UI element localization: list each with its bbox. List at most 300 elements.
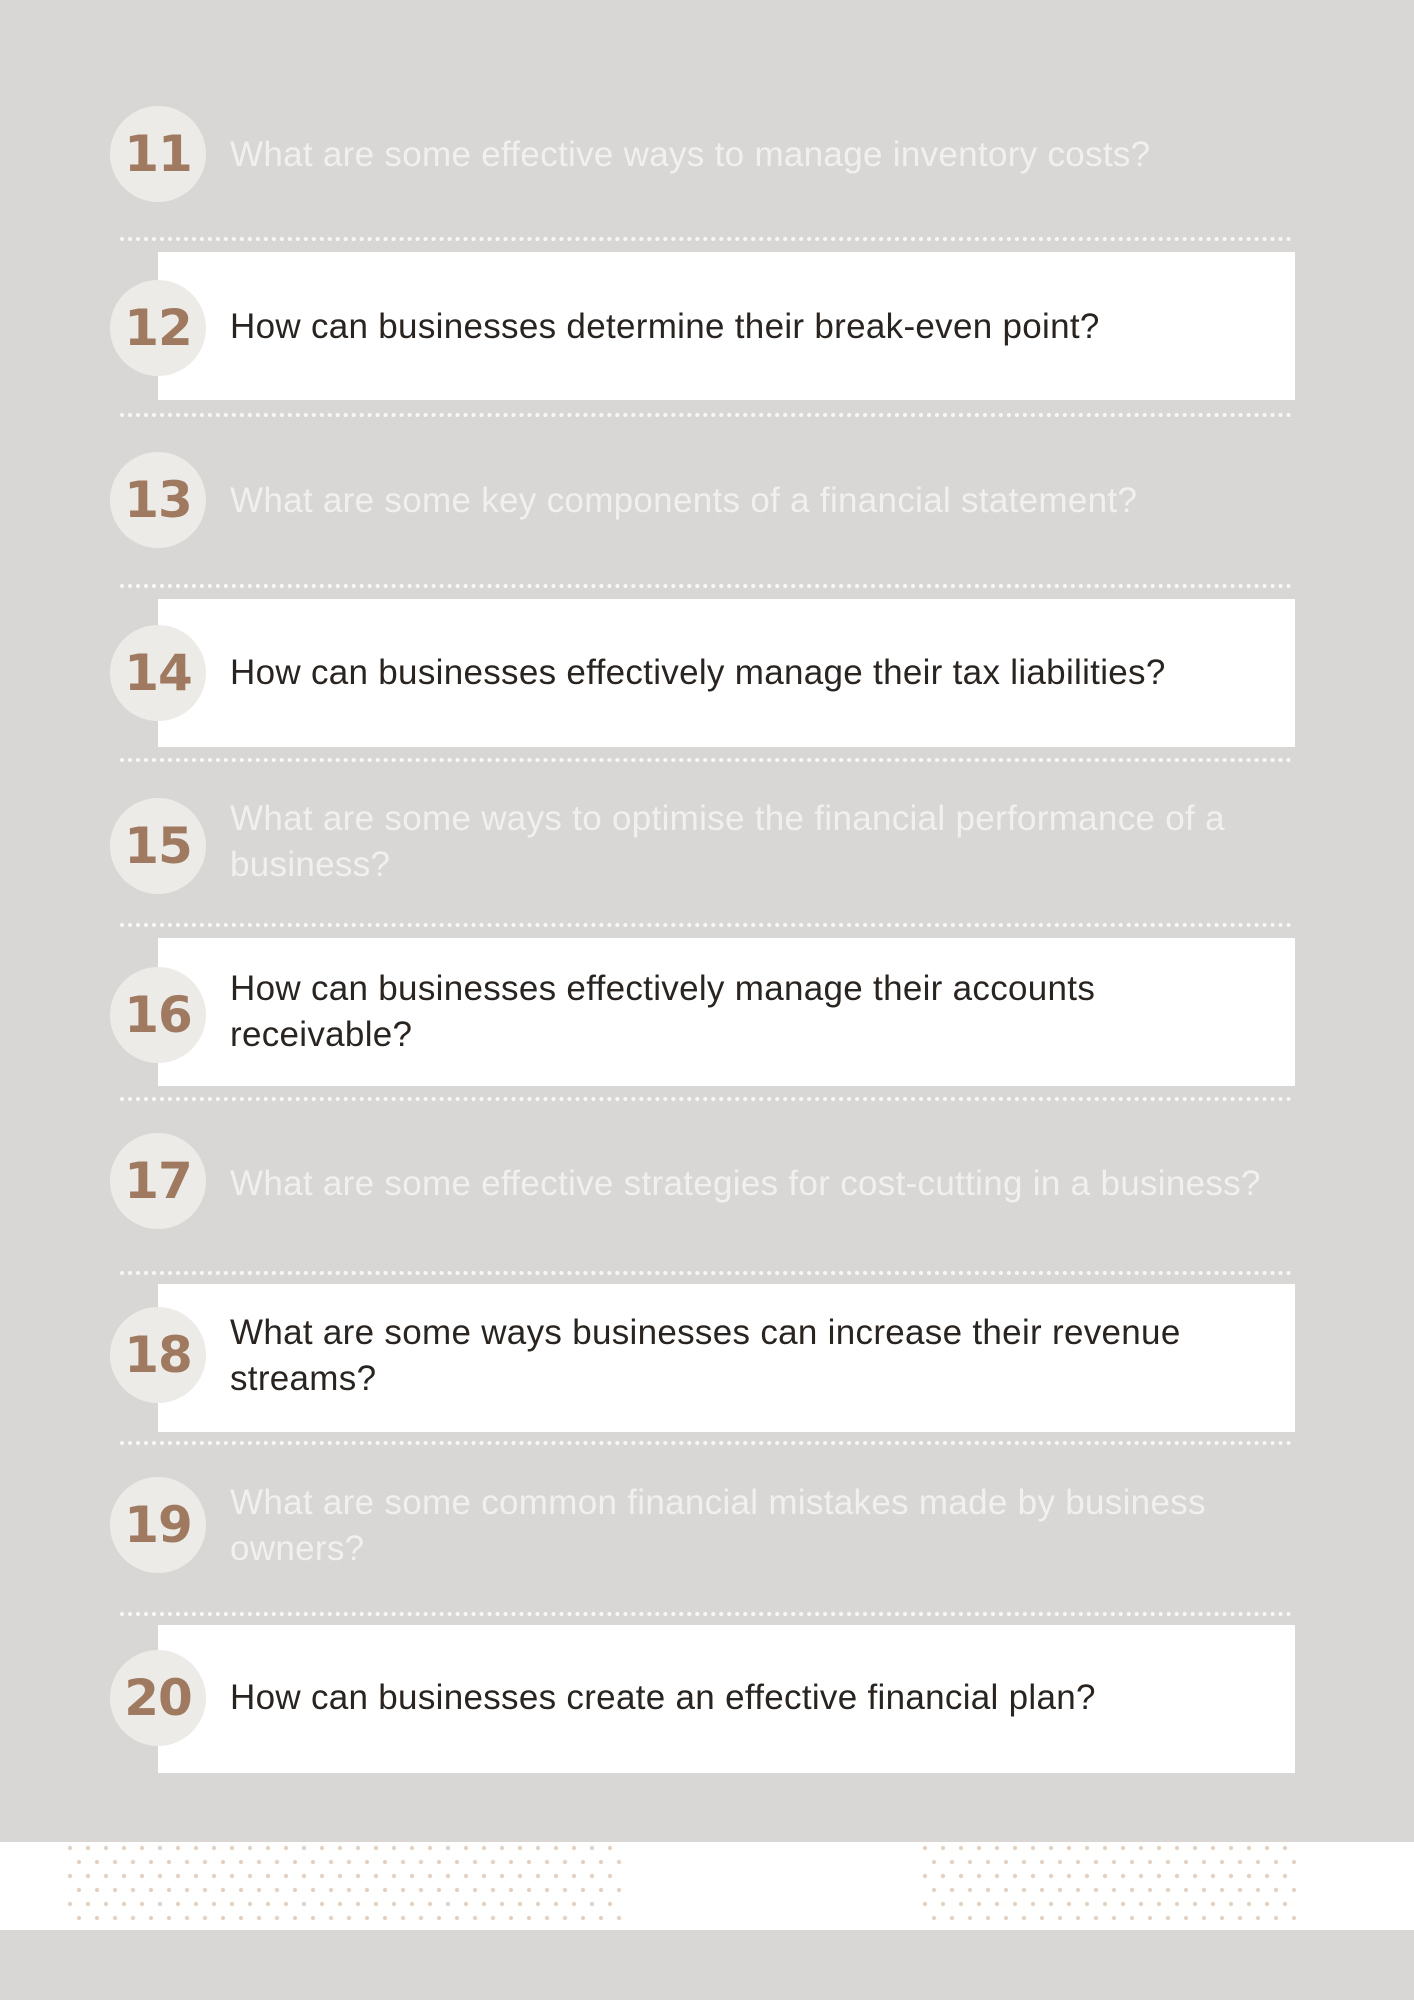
decorative-dot: [1130, 1888, 1134, 1892]
decorative-dot: [419, 1860, 423, 1864]
decorative-dot: [455, 1916, 459, 1920]
decorative-dot: [1049, 1902, 1053, 1906]
decorative-dot: [77, 1916, 81, 1920]
decorative-dot: [563, 1888, 567, 1892]
decorative-dot: [932, 1916, 936, 1920]
decorative-dot: [1175, 1874, 1179, 1878]
decorative-dot: [401, 1860, 405, 1864]
decorative-dot: [131, 1888, 135, 1892]
decorative-dot: [1076, 1916, 1080, 1920]
decorative-dot: [383, 1860, 387, 1864]
decorative-dot: [1229, 1846, 1233, 1850]
decorative-dot: [941, 1846, 945, 1850]
question-text: How can businesses effectively manage their accounts receivable?: [230, 969, 1096, 1054]
decorative-dot: [572, 1902, 576, 1906]
decorative-dot: [464, 1846, 468, 1850]
decorative-dot: [104, 1902, 108, 1906]
decorative-dot: [1067, 1874, 1071, 1878]
decorative-dot: [509, 1888, 513, 1892]
decorative-dot: [1022, 1860, 1026, 1864]
decorative-dot: [1220, 1888, 1224, 1892]
decorative-dot: [464, 1902, 468, 1906]
decorative-dot: [365, 1860, 369, 1864]
decorative-dot: [194, 1902, 198, 1906]
decorative-dot: [221, 1860, 225, 1864]
decorative-dot: [284, 1874, 288, 1878]
decorative-dot: [1157, 1846, 1161, 1850]
decorative-dot: [338, 1846, 342, 1850]
decorative-dot: [527, 1888, 531, 1892]
decorative-dot: [419, 1888, 423, 1892]
decorative-dot: [68, 1902, 72, 1906]
decorative-dot: [1085, 1874, 1089, 1878]
decorative-dot: [95, 1860, 99, 1864]
decorative-dot: [1238, 1916, 1242, 1920]
decorative-dot: [68, 1874, 72, 1878]
decorative-dot: [1094, 1888, 1098, 1892]
decorative-dot: [590, 1902, 594, 1906]
decorative-dot: [104, 1846, 108, 1850]
decorative-dot: [500, 1846, 504, 1850]
decorative-dot: [1031, 1902, 1035, 1906]
question-number-badge: 13: [110, 452, 206, 548]
decorative-dot: [1211, 1902, 1215, 1906]
decorative-dot: [293, 1860, 297, 1864]
decorative-dot: [275, 1888, 279, 1892]
decorative-dot: [1220, 1860, 1224, 1864]
decorative-dot: [455, 1888, 459, 1892]
decorative-dot: [1094, 1916, 1098, 1920]
decorative-dot: [1211, 1874, 1215, 1878]
dotted-divider: [120, 584, 1292, 588]
decorative-dot: [1265, 1874, 1269, 1878]
decorative-dot: [140, 1874, 144, 1878]
decorative-dot: [464, 1874, 468, 1878]
decorative-dot: [1229, 1874, 1233, 1878]
decorative-dot: [1256, 1860, 1260, 1864]
decorative-dot: [446, 1902, 450, 1906]
decorative-dot: [950, 1888, 954, 1892]
decorative-dot: [329, 1888, 333, 1892]
decorative-dot: [158, 1846, 162, 1850]
decorative-dot: [950, 1860, 954, 1864]
decorative-dot: [995, 1846, 999, 1850]
decorative-dot: [302, 1846, 306, 1850]
decorative-dot: [986, 1888, 990, 1892]
decorative-dot: [347, 1916, 351, 1920]
decorative-dot: [374, 1902, 378, 1906]
decorative-dot: [581, 1916, 585, 1920]
decorative-dot: [1103, 1874, 1107, 1878]
decorative-dot: [995, 1874, 999, 1878]
decorative-dot: [1283, 1902, 1287, 1906]
decorative-dot: [131, 1860, 135, 1864]
question-text: What are some key components of a financial statement?: [230, 481, 1138, 520]
decorative-dot: [1094, 1860, 1098, 1864]
decorative-dot: [1193, 1902, 1197, 1906]
decorative-dot: [392, 1846, 396, 1850]
question-number-badge: 19: [110, 1477, 206, 1573]
decorative-dot: [1112, 1860, 1116, 1864]
decorative-dot: [248, 1846, 252, 1850]
decorative-dot: [545, 1916, 549, 1920]
question-number-badge: 11: [110, 106, 206, 202]
decorative-dot: [311, 1860, 315, 1864]
decorative-dot: [1112, 1916, 1116, 1920]
decorative-dot: [329, 1916, 333, 1920]
decorative-dot: [959, 1846, 963, 1850]
decorative-dot: [518, 1846, 522, 1850]
decorative-dot: [275, 1916, 279, 1920]
decorative-dot: [266, 1902, 270, 1906]
decorative-dot: [581, 1888, 585, 1892]
decorative-dot: [1184, 1860, 1188, 1864]
dotted-divider: [120, 237, 1292, 241]
decorative-dot: [608, 1902, 612, 1906]
decorative-dot: [122, 1902, 126, 1906]
decorative-dot: [230, 1902, 234, 1906]
decorative-dot: [203, 1860, 207, 1864]
decorative-dot: [185, 1916, 189, 1920]
decorative-dot: [347, 1860, 351, 1864]
decorative-dot: [968, 1888, 972, 1892]
decorative-dot: [500, 1902, 504, 1906]
decorative-dot: [1166, 1888, 1170, 1892]
decorative-dot: [239, 1860, 243, 1864]
dotted-divider: [120, 1271, 1292, 1275]
decorative-dot: [185, 1860, 189, 1864]
decorative-dot: [167, 1860, 171, 1864]
decorative-dot: [1274, 1916, 1278, 1920]
decorative-dot: [1292, 1888, 1296, 1892]
decorative-dot: [257, 1916, 261, 1920]
decorative-dot: [221, 1888, 225, 1892]
decorative-dot: [1202, 1888, 1206, 1892]
decorative-dot: [572, 1846, 576, 1850]
decorative-dot: [1058, 1916, 1062, 1920]
decorative-dot: [932, 1860, 936, 1864]
decorative-dot: [374, 1874, 378, 1878]
decorative-dot: [482, 1874, 486, 1878]
decorative-dot: [383, 1916, 387, 1920]
decorative-dot: [545, 1860, 549, 1864]
decorative-dot: [1013, 1902, 1017, 1906]
decorative-dot: [1148, 1888, 1152, 1892]
question-number-badge: 14: [110, 625, 206, 721]
decorative-dot: [185, 1888, 189, 1892]
decorative-dot: [1292, 1860, 1296, 1864]
decorative-dot: [536, 1874, 540, 1878]
decorative-dot: [968, 1916, 972, 1920]
footer-base: [0, 1930, 1414, 2000]
decorative-dot-pattern: [0, 1842, 1414, 1930]
decorative-dot: [1085, 1846, 1089, 1850]
decorative-dot: [1004, 1916, 1008, 1920]
decorative-dot: [275, 1860, 279, 1864]
decorative-dot: [599, 1860, 603, 1864]
decorative-dot: [212, 1902, 216, 1906]
decorative-dot: [563, 1916, 567, 1920]
question-text: What are some effective strategies for cost-cutting in a business?: [230, 1164, 1261, 1203]
dotted-divider: [120, 923, 1292, 927]
decorative-dot: [176, 1874, 180, 1878]
decorative-dot: [392, 1902, 396, 1906]
question-number-badge: 17: [110, 1133, 206, 1229]
decorative-dot: [437, 1888, 441, 1892]
decorative-dot: [518, 1902, 522, 1906]
question-text: What are some ways to optimise the financial performance of a business?: [230, 799, 1225, 884]
decorative-dot: [455, 1860, 459, 1864]
question-number-badge: 20: [110, 1650, 206, 1746]
decorative-dot: [572, 1874, 576, 1878]
decorative-dot: [581, 1860, 585, 1864]
decorative-dot: [194, 1846, 198, 1850]
decorative-dot: [1184, 1888, 1188, 1892]
decorative-dot: [302, 1902, 306, 1906]
decorative-dot: [1031, 1874, 1035, 1878]
decorative-dot: [959, 1902, 963, 1906]
decorative-dot: [383, 1888, 387, 1892]
question-text: How can businesses determine their break-even point?: [230, 307, 1100, 346]
decorative-dot: [941, 1902, 945, 1906]
decorative-dot: [1238, 1860, 1242, 1864]
decorative-dot: [68, 1846, 72, 1850]
dotted-divider: [120, 1097, 1292, 1101]
dotted-divider: [120, 413, 1292, 417]
decorative-dot: [311, 1916, 315, 1920]
decorative-dot: [1265, 1902, 1269, 1906]
question-text: How can businesses create an effective financial plan?: [230, 1678, 1096, 1717]
decorative-dot: [1274, 1860, 1278, 1864]
decorative-dot: [500, 1874, 504, 1878]
question-text: What are some effective ways to manage inventory costs?: [230, 135, 1151, 174]
decorative-dot: [230, 1874, 234, 1878]
decorative-dot: [923, 1902, 927, 1906]
decorative-dot: [311, 1888, 315, 1892]
decorative-dot: [1040, 1860, 1044, 1864]
decorative-dot: [1148, 1916, 1152, 1920]
decorative-dot: [122, 1846, 126, 1850]
decorative-dot: [617, 1860, 621, 1864]
decorative-dot: [176, 1846, 180, 1850]
decorative-dot: [1283, 1874, 1287, 1878]
decorative-dot: [77, 1860, 81, 1864]
decorative-dot: [1139, 1846, 1143, 1850]
decorative-dot: [95, 1916, 99, 1920]
decorative-dot: [365, 1916, 369, 1920]
decorative-dot: [410, 1902, 414, 1906]
decorative-dot: [1211, 1846, 1215, 1850]
decorative-dot: [977, 1846, 981, 1850]
decorative-dot: [1166, 1916, 1170, 1920]
decorative-dot: [356, 1874, 360, 1878]
decorative-dot: [203, 1888, 207, 1892]
dotted-divider: [120, 1441, 1292, 1445]
decorative-dot: [320, 1846, 324, 1850]
decorative-dot: [347, 1888, 351, 1892]
decorative-dot: [473, 1860, 477, 1864]
decorative-dot: [1292, 1916, 1296, 1920]
decorative-dot: [77, 1888, 81, 1892]
decorative-dot: [446, 1846, 450, 1850]
decorative-dot: [158, 1902, 162, 1906]
decorative-dot: [401, 1888, 405, 1892]
decorative-dot: [149, 1860, 153, 1864]
decorative-dot: [356, 1902, 360, 1906]
decorative-dot: [113, 1916, 117, 1920]
decorative-dot: [302, 1874, 306, 1878]
decorative-dot: [149, 1888, 153, 1892]
decorative-dot: [1220, 1916, 1224, 1920]
decorative-dot: [977, 1874, 981, 1878]
decorative-dot: [1103, 1902, 1107, 1906]
dotted-divider: [120, 1612, 1292, 1616]
decorative-dot: [536, 1902, 540, 1906]
decorative-dot: [428, 1902, 432, 1906]
decorative-dot: [1202, 1860, 1206, 1864]
decorative-dot: [1004, 1860, 1008, 1864]
decorative-dot: [491, 1916, 495, 1920]
decorative-dot: [446, 1874, 450, 1878]
decorative-dot: [248, 1902, 252, 1906]
decorative-dot: [1256, 1916, 1260, 1920]
decorative-dot: [1049, 1874, 1053, 1878]
decorative-dot: [545, 1888, 549, 1892]
decorative-dot: [1166, 1860, 1170, 1864]
decorative-dot: [1283, 1846, 1287, 1850]
decorative-dot: [1130, 1916, 1134, 1920]
decorative-dot: [239, 1888, 243, 1892]
decorative-dot: [1058, 1888, 1062, 1892]
decorative-dot: [509, 1916, 513, 1920]
decorative-dot: [473, 1888, 477, 1892]
decorative-dot: [1022, 1916, 1026, 1920]
decorative-dot: [131, 1916, 135, 1920]
question-text: How can businesses effectively manage their tax liabilities?: [230, 653, 1166, 692]
decorative-dot: [1148, 1860, 1152, 1864]
decorative-dot: [599, 1888, 603, 1892]
decorative-dot: [536, 1846, 540, 1850]
decorative-dot: [1121, 1902, 1125, 1906]
decorative-dot: [617, 1916, 621, 1920]
decorative-dot: [1247, 1902, 1251, 1906]
decorative-dot: [1139, 1902, 1143, 1906]
decorative-dot: [158, 1874, 162, 1878]
decorative-dot: [239, 1916, 243, 1920]
decorative-dot: [212, 1874, 216, 1878]
decorative-dot: [599, 1916, 603, 1920]
decorative-dot: [122, 1874, 126, 1878]
decorative-dot: [1139, 1874, 1143, 1878]
decorative-dot: [509, 1860, 513, 1864]
decorative-dot: [266, 1846, 270, 1850]
decorative-dot: [1229, 1902, 1233, 1906]
decorative-dot: [518, 1874, 522, 1878]
decorative-dot: [1256, 1888, 1260, 1892]
decorative-dot: [293, 1888, 297, 1892]
decorative-dot: [203, 1916, 207, 1920]
decorative-dot: [194, 1874, 198, 1878]
decorative-dot: [329, 1860, 333, 1864]
decorative-dot: [1040, 1888, 1044, 1892]
decorative-dot: [617, 1888, 621, 1892]
decorative-dot: [338, 1874, 342, 1878]
decorative-dot: [410, 1846, 414, 1850]
decorative-dot: [923, 1846, 927, 1850]
decorative-dot: [950, 1916, 954, 1920]
decorative-dot: [1238, 1888, 1242, 1892]
decorative-dot: [968, 1860, 972, 1864]
decorative-dot: [1076, 1888, 1080, 1892]
decorative-dot: [140, 1902, 144, 1906]
decorative-dot: [1157, 1874, 1161, 1878]
decorative-dot: [1121, 1874, 1125, 1878]
question-number-badge: 18: [110, 1307, 206, 1403]
question-number-badge: 12: [110, 280, 206, 376]
decorative-dot: [419, 1916, 423, 1920]
decorative-dot: [608, 1846, 612, 1850]
decorative-dot: [554, 1902, 558, 1906]
decorative-dot: [563, 1860, 567, 1864]
decorative-dot: [1013, 1874, 1017, 1878]
decorative-dot: [1058, 1860, 1062, 1864]
decorative-dot: [1112, 1888, 1116, 1892]
decorative-dot: [257, 1888, 261, 1892]
decorative-dot: [113, 1860, 117, 1864]
decorative-dot: [230, 1846, 234, 1850]
question-text: What are some common financial mistakes made by business owners?: [230, 1483, 1206, 1568]
decorative-dot: [986, 1860, 990, 1864]
decorative-dot: [113, 1888, 117, 1892]
decorative-dot: [86, 1846, 90, 1850]
decorative-dot: [1202, 1916, 1206, 1920]
decorative-dot: [428, 1874, 432, 1878]
decorative-dot: [86, 1874, 90, 1878]
decorative-dot: [365, 1888, 369, 1892]
decorative-dot: [482, 1846, 486, 1850]
decorative-dot: [608, 1874, 612, 1878]
decorative-dot: [320, 1874, 324, 1878]
decorative-dot: [167, 1888, 171, 1892]
decorative-dot: [1265, 1846, 1269, 1850]
decorative-dot: [473, 1916, 477, 1920]
decorative-dot: [374, 1846, 378, 1850]
decorative-dot: [1274, 1888, 1278, 1892]
decorative-dot: [1031, 1846, 1035, 1850]
decorative-dot: [248, 1874, 252, 1878]
decorative-dot: [1175, 1902, 1179, 1906]
decorative-dot: [284, 1846, 288, 1850]
decorative-dot: [1130, 1860, 1134, 1864]
decorative-dot: [392, 1874, 396, 1878]
decorative-dot: [986, 1916, 990, 1920]
decorative-dot: [995, 1902, 999, 1906]
decorative-dot: [428, 1846, 432, 1850]
decorative-dot: [1121, 1846, 1125, 1850]
decorative-dot: [212, 1846, 216, 1850]
decorative-dot: [221, 1916, 225, 1920]
decorative-dot: [554, 1846, 558, 1850]
decorative-dot: [1184, 1916, 1188, 1920]
decorative-dot: [977, 1902, 981, 1906]
question-number-badge: 16: [110, 967, 206, 1063]
decorative-dot: [167, 1916, 171, 1920]
dotted-footer-band: [0, 1842, 1414, 1930]
decorative-dot: [338, 1902, 342, 1906]
decorative-dot: [1175, 1846, 1179, 1850]
decorative-dot: [590, 1874, 594, 1878]
decorative-dot: [1247, 1846, 1251, 1850]
